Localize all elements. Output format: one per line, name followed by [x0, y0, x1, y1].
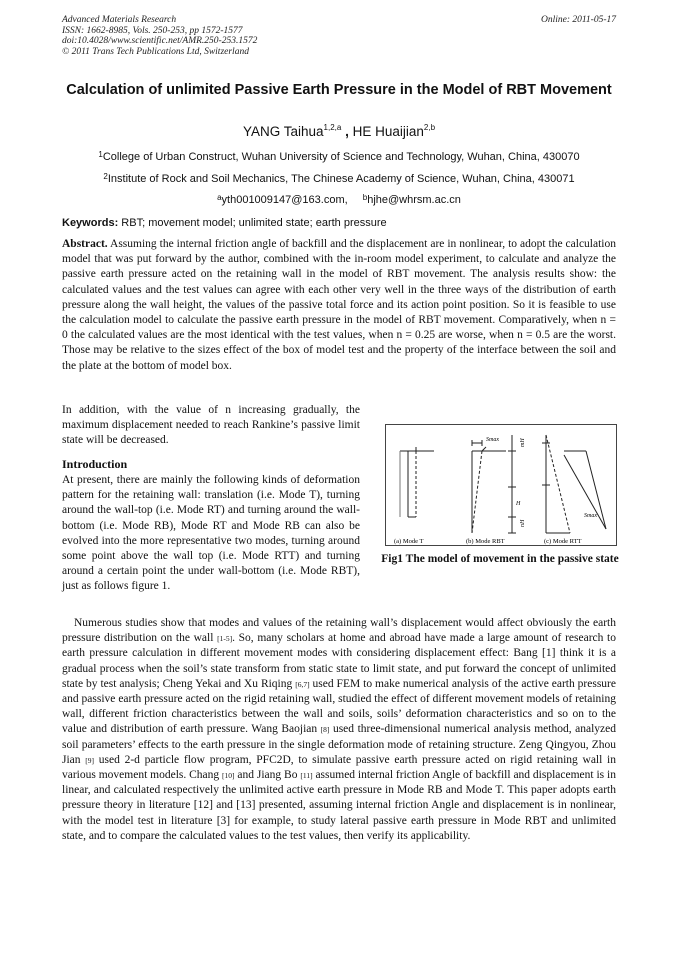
- affiliation-1-text: College of Urban Construct, Wuhan University of Science and Technology, Wuhan, China, 430070: [102, 151, 580, 163]
- email-a-sup: a: [217, 193, 222, 202]
- paper-title: Calculation of unlimited Passive Earth Pressure in the Model of RBT Movement: [66, 82, 612, 98]
- journal-name: Advanced Materials Research: [62, 15, 177, 25]
- mh-label: mH: [520, 438, 526, 447]
- abstract-label: Abstract.: [62, 238, 108, 250]
- citation: [8]: [320, 725, 330, 735]
- copyright-line: © 2011 Trans Tech Publications Ltd, Switzerland: [62, 46, 249, 57]
- author-2-sup: 2,b: [423, 123, 436, 132]
- h-label: H: [516, 501, 521, 507]
- affiliation-2-text: Institute of Rock and Soil Mechanics, The Chinese Academy of Science, Wuhan, China, 430071: [107, 173, 575, 185]
- keywords-label: Keywords:: [62, 217, 119, 229]
- author-1-sup: 1,2,a: [323, 123, 342, 132]
- intro-text: used three-dimensional numerical analysis method, analyzed soil parameters’ effects to the earth pressure in the single deformation mode of retaining structure. Zeng Qingyou, Zhou Jian: [62, 723, 616, 766]
- citation: [11]: [300, 771, 313, 781]
- label-mode-t: (a) Mode T: [394, 538, 424, 545]
- label-mode-rbt: (b) Mode RBT: [466, 538, 505, 545]
- mode-t-panel: [400, 447, 434, 517]
- intro-text: assumed internal friction Angle of backfill and displacement is in linear, and calculated respectively the unlimited active earth pressure in Mode RB and Mode T. This paper adopts earth pressure theory in literature [12] and [13] presented, assuming internal friction Angle and displacement is in nonlinear, with the model test in literature [3] for example, to study lateral passive earth pressure in Mode RBT and unlimited state, and to compare the calculated values to the test values, then verify its applicability.: [62, 769, 616, 842]
- keywords-text: RBT; movement model; unlimited state; earth pressure: [118, 217, 387, 229]
- email-b[interactable]: hjhe@whrsm.ac.cn: [367, 194, 461, 206]
- abstract-text: Assuming the internal friction angle of backfill and the displacement are in nonlinear, to adopt the calculation model that was put forward by the author, combined with the in-room model experiment, to calculate and analyze the passive earth pressure acted on the retaining wall in the model of RBT movement. The analysis results show: the calculated values and the test values can agree with each other very well in the three ways of the distribution of earth pressure along the wall height, the values of the passive total force and its action point position. So it is feasible to use the calculation model to calculate the passive earth pressure in the model of RBT movement. Comparatively, when n = 0 the calculated values are the most identical with the test values, when n = 0.25 are worse, when n = 0.5 are the worst. Those may be relative to the sizes effect of the box of model test and the property of the interface between the soil and the plate at the bottom of model box.: [62, 238, 616, 372]
- email-a[interactable]: yth001009147@163.com,: [221, 194, 348, 206]
- smax-label-c: Smax: [584, 513, 597, 519]
- author-line: [62, 124, 616, 139]
- affiliation-2-sup: 2: [103, 172, 108, 181]
- citation: [9]: [85, 755, 95, 765]
- intro-text: and Jiang Bo: [234, 769, 301, 782]
- doi-line: doi:10.4028/www.scientific.net/AMR.250-253.1572: [62, 36, 258, 47]
- figure-1-caption: Fig1 The model of movement in the passive state: [381, 553, 619, 565]
- citation: [6,7]: [295, 679, 310, 689]
- mode-rbt-panel: [472, 435, 516, 533]
- figure-1-diagram: [386, 425, 616, 545]
- intro-text: used FEM to make numerical analysis of the active earth pressure and passive earth pressure acted on the rigid retaining wall, studied the effect of different movement models of retaining wall, different friction characteristics between the wall and soils, soils’ deformation characteristics and so on to the value and distribution of earth pressure. Wang Baojian: [62, 677, 616, 736]
- smax-label: Smax: [486, 437, 499, 443]
- citation: [10]: [222, 771, 235, 781]
- journal-header: [62, 15, 257, 57]
- author-2: HE Huaijian: [352, 124, 424, 139]
- intro-text: . So, many scholars at home and abroad have made a large amount of research to earth pressure calculation in different movement modes with considering displacement effect: Bang [1] think it is a gradual process when the soil’s state transform from static state to limit state, and put forward the concept of unlimited state by test analysis; Cheng Yekai and Xu Riqing: [62, 632, 616, 690]
- affiliation-2: [62, 173, 616, 185]
- affiliation-1-sup: 1: [98, 150, 103, 159]
- figure-1: [385, 424, 617, 546]
- label-mode-rtt: (c) Mode RTT: [544, 538, 582, 545]
- email-b-sup: b: [362, 193, 368, 202]
- author-separator: ,: [341, 124, 353, 139]
- introduction-paragraph-1: At present, there are mainly the following kinds of deformation pattern for the retaining wall: translation (i.e. Mode T), turning around the wall-top (i.e. Mode RT) and turning around the wall- bottom (i.e. Mode RB), Mode RT and Mode RB can also be evolved into the more representative two modes, turning around some point above the wall top (i.e. Mode RTT) and turning around a certain point the under wall-bottom (i.e. Mode RBT), just as follows figure 1.: [62, 474, 360, 593]
- introduction-paragraph-2: [62, 616, 616, 844]
- abstract-continued: In addition, with the value of n increasing gradually, the maximum displacement needed to reach Rankine’s passive limit state will be decreased.: [62, 404, 360, 447]
- introduction-heading: Introduction: [62, 457, 128, 471]
- keywords: [62, 217, 387, 229]
- issn-line: ISSN: 1662-8985, Vols. 250-253, pp 1572-1577: [62, 25, 243, 36]
- intro-text: Numerous studies show that modes and values of the retaining wall’s displacement would affect obviously the earth pressure distribution on the wall: [62, 617, 616, 645]
- citation: [1-5]: [217, 634, 233, 644]
- abstract: [62, 237, 616, 374]
- nh-label: nH: [520, 519, 526, 527]
- online-date: Online: 2011-05-17: [540, 15, 616, 25]
- intro-text: used 2-d particle flow program, PFC2D, to simulate passive earth pressure acted on rigid retaining wall in various movement models. Chang: [62, 753, 617, 782]
- email-line: [62, 194, 616, 206]
- author-1: YANG Taihua: [242, 124, 324, 139]
- affiliation-1: [62, 151, 616, 163]
